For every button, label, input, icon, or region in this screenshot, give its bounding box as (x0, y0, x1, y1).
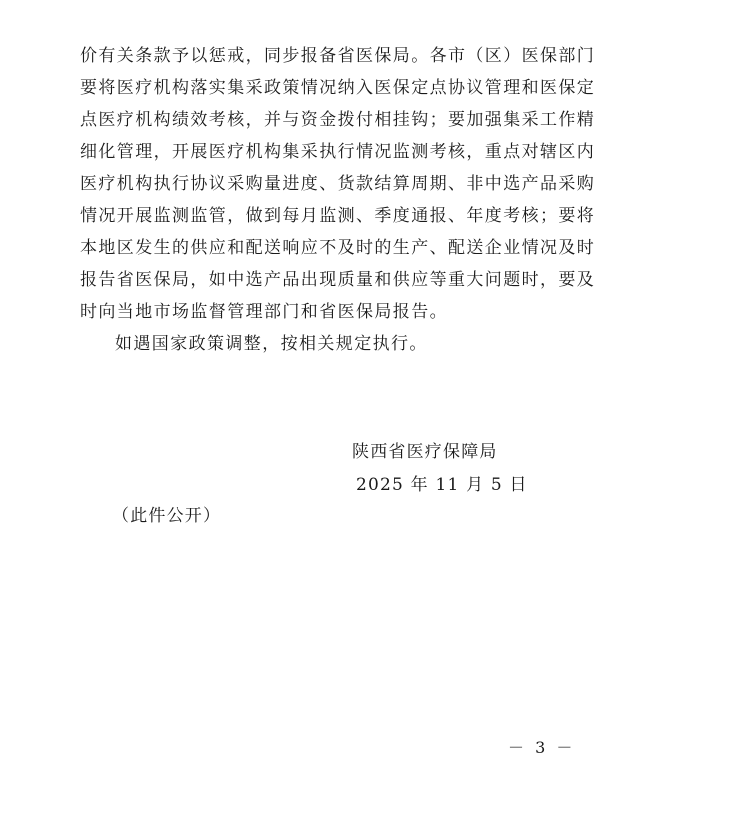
body-text-line: 点医疗机构绩效考核，并与资金拨付相挂钩；要加强集采工作精 (80, 110, 596, 130)
body-text-line: 要将医疗机构落实集采政策情况纳入医保定点协议管理和医保定 (80, 78, 596, 98)
body-text-line: 报告省医保局，如中选产品出现质量和供应等重大问题时，要及 (80, 270, 596, 290)
body-text-line: 价有关条款予以惩戒，同步报备省医保局。各市（区）医保部门 (80, 46, 596, 66)
issue-date: 2025 年 11 月 5 日 (356, 475, 528, 495)
disclosure-note: （此件公开） (112, 506, 222, 526)
page-number: － 3 － (508, 738, 576, 757)
issuer-name: 陕西省医疗保障局 (352, 442, 498, 462)
body-text-line: 本地区发生的供应和配送响应不及时的生产、配送企业情况及时 (80, 238, 596, 258)
body-text-line: 细化管理，开展医疗机构集采执行情况监测考核，重点对辖区内 (80, 142, 596, 162)
body-text-line: 时向当地市场监督管理部门和省医保局报告。 (80, 302, 448, 322)
body-text-line: 医疗机构执行协议采购量进度、货款结算周期、非中选产品采购 (80, 174, 596, 194)
closing-paragraph: 如遇国家政策调整，按相关规定执行。 (115, 334, 428, 354)
body-text-line: 情况开展监测监管，做到每月监测、季度通报、年度考核；要将 (80, 206, 596, 226)
